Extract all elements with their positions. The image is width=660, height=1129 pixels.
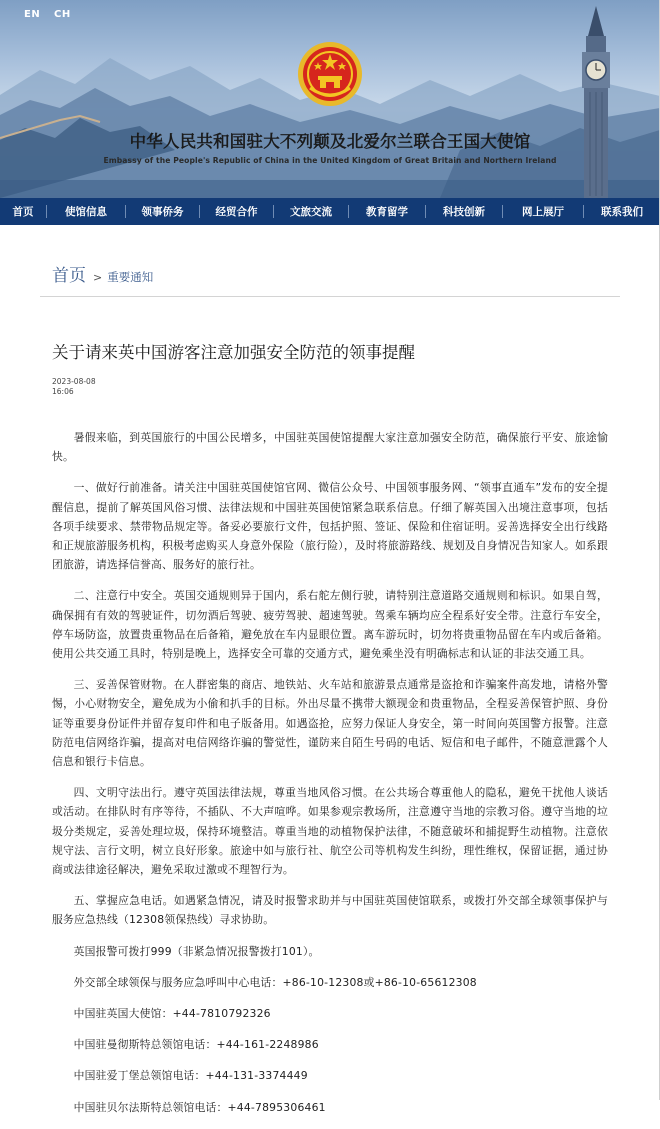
breadcrumb-separator: > bbox=[93, 271, 103, 284]
article-paragraph: 二、注意行中安全。英国交通规则异于国内，系右舵左侧行驶，请特别注意道路交通规则和标识。如果自驾，确保拥有有效的驾驶证件，切勿酒后驾驶、疲劳驾驶、超速驾驶。驾乘车辆均应全程系好安全带。注意行车安全，停车场防盗，放置贵重物品在后备箱，避免放在车内显眼位置。离车游玩时，切勿将贵重物品留在车内或后备箱。使用公共交通工具时，特别是晚上，选择安全可靠的交通方式，避免乘坐没有明确标志和认证的非法交通工具。 bbox=[52, 589, 608, 661]
header-banner bbox=[0, 0, 660, 198]
phone-line: 外交部全球领保与服务应急呼叫中心电话：+86-10-12308或+86-10-65612308 bbox=[73, 975, 477, 989]
main-nav bbox=[0, 198, 660, 225]
article-paragraph: 暑假来临，到英国旅行的中国公民增多，中国驻英国使馆提醒大家注意加强安全防范，确保旅行平安、旅途愉快。 bbox=[52, 431, 608, 464]
breadcrumb-home-link[interactable]: 首页 bbox=[52, 266, 86, 286]
phone-line: 英国报警可拨打999（非紧急情况报警拨打101）。 bbox=[73, 944, 320, 958]
article-date bbox=[52, 377, 96, 396]
nav-item-education[interactable]: 教育留学 bbox=[366, 206, 408, 218]
breadcrumb bbox=[52, 261, 153, 286]
language-ch-link[interactable]: CH bbox=[54, 9, 71, 20]
article-paragraph: 一、做好行前准备。请关注中国驻英国使馆官网、微信公众号、中国领事服务网、“领事直通车”发布的安全提醒信息，提前了解英国风俗习惯、法律法规和中国驻英国使馆紧急联系信息。仔细了解英国入出境注意事项，包括各项手续要求、禁带物品规定等。备妥必要旅行文件，包括护照、签证、保险和住宿证明。妥善选择安全出行线路和正规旅游服务机构，积极考虑购买人身意外保险（旅行险），及时将旅游路线、规划及自身情况告知家人。如系跟团旅游，请选择信誉高、服务好的旅行社。 bbox=[52, 481, 608, 572]
article-body bbox=[52, 428, 608, 1129]
nav-item-contact[interactable]: 联系我们 bbox=[601, 206, 643, 218]
article-paragraph: 五、掌握应急电话。如遇紧急情况，请及时报警求助并与中国驻英国使馆联系，或拨打外交部全球领事保护与服务应急热线（12308领保热线）寻求协助。 bbox=[52, 894, 608, 927]
national-emblem-icon bbox=[296, 40, 364, 108]
big-ben-tower-image bbox=[566, 6, 626, 198]
site-title-cn: 中华人民共和国驻大不列颠及北爱尔兰联合王国大使馆 bbox=[129, 132, 531, 151]
article-date-time: 16:06 bbox=[52, 386, 74, 396]
breadcrumb-divider bbox=[40, 296, 620, 297]
nav-item-online-gallery[interactable]: 网上展厅 bbox=[522, 206, 564, 218]
breadcrumb-current-link[interactable]: 重要通知 bbox=[107, 270, 154, 284]
article-date-day: 2023-08-08 bbox=[52, 377, 96, 386]
nav-item-embassy-info[interactable]: 使馆信息 bbox=[65, 206, 107, 218]
nav-item-home[interactable]: 首页 bbox=[12, 206, 34, 218]
phone-line: 中国驻英国大使馆：+44-7810792326 bbox=[73, 1007, 271, 1021]
phone-line: 中国驻爱丁堡总领馆电话：+44-131-3374449 bbox=[73, 1069, 308, 1083]
nav-item-consular[interactable]: 领事侨务 bbox=[141, 206, 184, 218]
language-en-link[interactable]: EN bbox=[24, 9, 41, 20]
article-paragraph: 三、妥善保管财物。在人群密集的商店、地铁站、火车站和旅游景点通常是盗抢和诈骗案件高发地，请格外警惕，小心财物安全，避免成为小偷和扒手的目标。外出尽量不携带大额现金和贵重物品，全程妥善保管护照、身份证等重要身份证件并留存复印件和电子版备用。如遇盗抢，应努力保证人身安全，第一时间向英国警方报警。注意防范电信网络诈骗，提高对电信网络诈骗的警觉性，谨防来自陌生号码的电话、短信和电子邮件，不随意泄露个人信息和银行卡信息。 bbox=[52, 678, 608, 769]
nav-item-economy-trade[interactable]: 经贸合作 bbox=[215, 206, 258, 218]
nav-item-science-tech[interactable]: 科技创新 bbox=[443, 206, 485, 218]
phone-line: 中国驻贝尔法斯特总领馆电话：+44-7895306461 bbox=[73, 1100, 326, 1114]
article-paragraph: 四、文明守法出行。遵守英国法律法规，尊重当地风俗习惯。在公共场合尊重他人的隐私，避免干扰他人谈话或活动。在排队时有序等待，不插队、不大声喧哗。如果参观宗教场所，注意遵守当地的宗教习俗。遵守当地的垃圾分类规定，妥善处理垃圾，保持环境整洁。尊重当地的动植物保护法律，不随意破坏和捕捉野生动植物。注意依规守法、言行文明，树立良好形象。旅途中如与旅行社、航空公司等机构发生纠纷，理性维权，保留证据，通过协商或法律途径解决，避免采取过激或不理智行为。 bbox=[52, 786, 608, 877]
article-title: 关于请来英中国游客注意加强安全防范的领事提醒 bbox=[52, 343, 415, 362]
phone-line: 中国驻曼彻斯特总领馆电话：+44-161-2248986 bbox=[73, 1038, 319, 1052]
nav-item-culture-tourism[interactable]: 文旅交流 bbox=[290, 206, 332, 218]
site-title-en: Embassy of the People's Republic of China in the United Kingdom of Great Britain and Northern Ireland bbox=[103, 156, 557, 165]
